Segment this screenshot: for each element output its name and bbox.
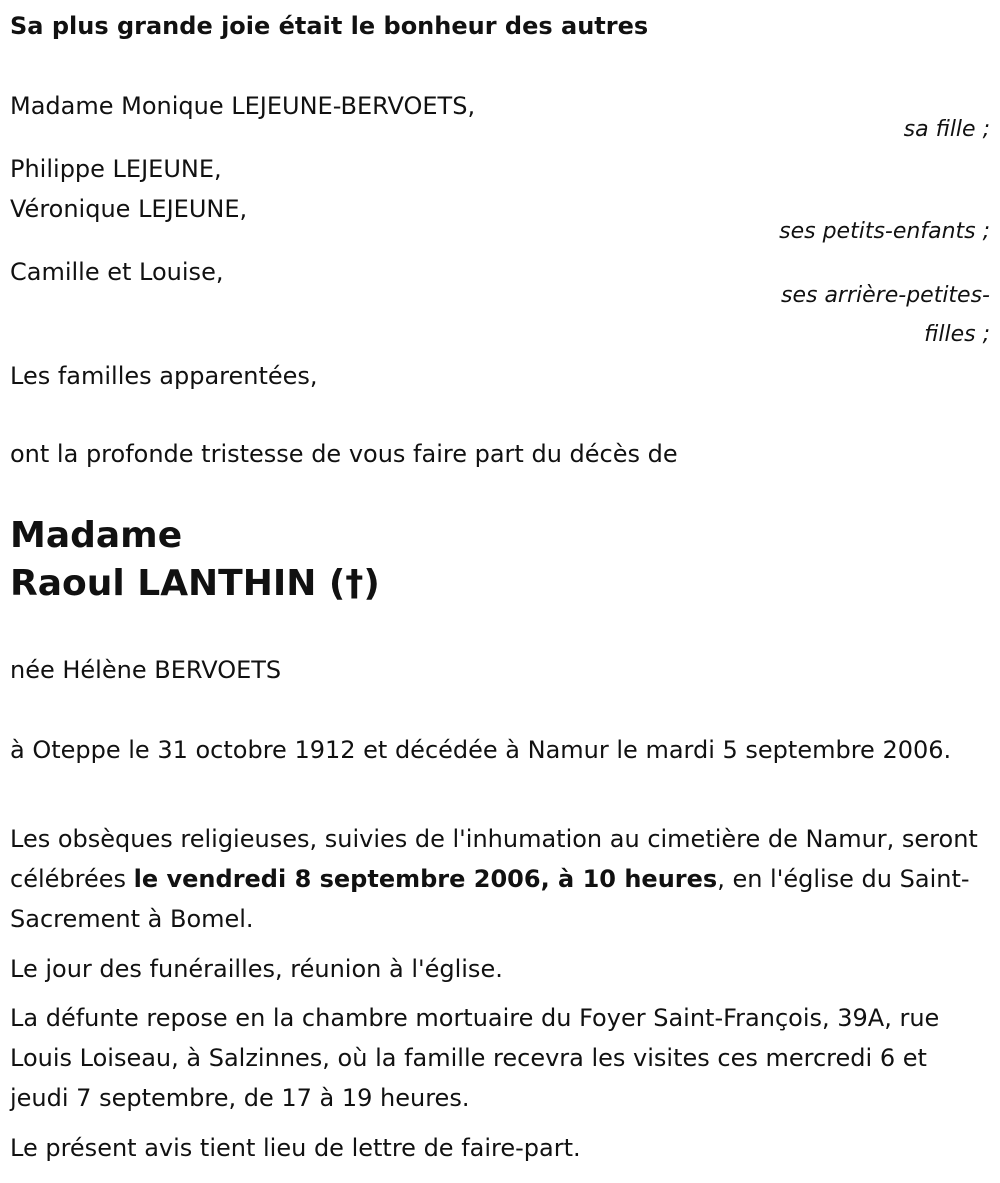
- notice: Le présent avis tient lieu de lettre de faire-part.: [10, 1134, 581, 1162]
- announcement: ont la profonde tristesse de vous faire part du décès de: [10, 440, 678, 468]
- deceased-name-text: Raoul LANTHIN (: [10, 563, 346, 604]
- great-grandchildren: Camille et Louise,: [10, 258, 224, 286]
- visitation: La défunte repose en la chambre mortuaire du Foyer Saint-François, 39A, rue Louis Loiseau, à Salzinnes, où la famille recevra les visites ces mercredi 6 et jeudi 7 septembre, de 17 à 19 heures.: [10, 1004, 940, 1112]
- deceased-name: [10, 560, 380, 608]
- great-grandchildren-role-line1: ses arrière-petites-: [781, 283, 990, 308]
- deceased-title: Madame: [10, 515, 183, 556]
- gathering: Le jour des funérailles, réunion à l'église.: [10, 955, 503, 983]
- daughter-role: sa fille ;: [903, 117, 990, 142]
- epigraph: Sa plus grande joie était le bonheur des autres: [10, 12, 649, 40]
- related-families: Les familles apparentées,: [10, 362, 318, 390]
- grandchild-1: Philippe LEJEUNE,: [10, 155, 222, 183]
- maiden-name: née Hélène BERVOETS: [10, 656, 282, 684]
- grandchildren-role: ses petits-enfants ;: [779, 219, 990, 244]
- great-grandchildren-role-line2: filles ;: [924, 322, 990, 347]
- daughter-name: Madame Monique LEJEUNE-BERVOETS,: [10, 92, 476, 120]
- funeral-intro: Les obsèques religieuses, suivies de l'inhumation au cimetière de Namur, seront célébrées: [10, 825, 978, 893]
- funeral-paragraph: [10, 819, 990, 939]
- funeral-place: , en l'église du Saint-Sacrement à Bomel.: [10, 865, 970, 933]
- grandchild-2: Véronique LEJEUNE,: [10, 195, 248, 223]
- cross-icon: †: [345, 563, 364, 604]
- funeral-date: le vendredi 8 septembre 2006, à 10 heures: [133, 865, 718, 893]
- birth-death: à Oteppe le 31 octobre 1912 et décédée à Namur le mardi 5 septembre 2006.: [10, 736, 952, 764]
- deceased-name-close: ): [363, 563, 380, 604]
